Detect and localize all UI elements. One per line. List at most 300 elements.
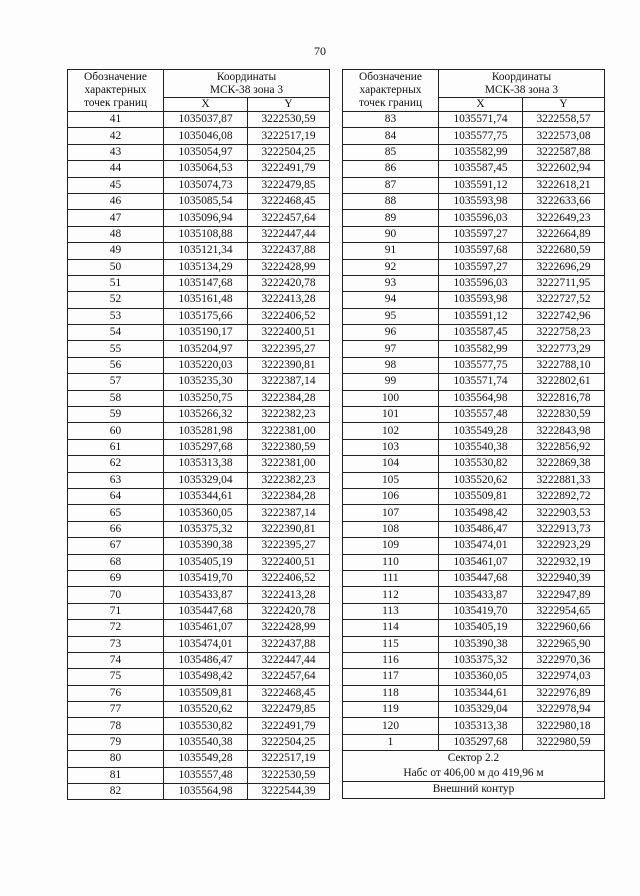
coord-x: 1035390,38: [164, 538, 248, 554]
coord-y: 3222382,23: [248, 407, 330, 423]
point-id: 99: [343, 374, 439, 390]
coord-y: 3222380,59: [248, 439, 330, 455]
table-row: [68, 292, 330, 308]
point-id: 61: [68, 439, 164, 455]
coord-x: 1035375,32: [439, 652, 523, 668]
table-row: [68, 226, 330, 242]
table-row: [68, 652, 330, 668]
coord-y: 3222437,88: [248, 636, 330, 652]
coord-x: 1035313,38: [164, 456, 248, 472]
point-id: 90: [343, 226, 439, 242]
point-id: 119: [343, 702, 439, 718]
coord-x: 1035591,12: [439, 177, 523, 193]
coord-y: 3222390,81: [248, 521, 330, 537]
table-row: [68, 603, 330, 619]
coord-y: 3222932,19: [523, 554, 605, 570]
x-header: X: [439, 98, 523, 112]
coord-y: 3222923,29: [523, 538, 605, 554]
table-row: [68, 751, 330, 767]
coord-x: 1035046,08: [164, 128, 248, 144]
coord-x: 1035405,19: [439, 620, 523, 636]
coord-y: 3222390,81: [248, 357, 330, 373]
coord-x: 1035564,98: [439, 390, 523, 406]
coord-x: 1035597,27: [439, 259, 523, 275]
coord-x: 1035540,38: [164, 734, 248, 750]
coord-x: 1035190,17: [164, 325, 248, 341]
coord-y: 3222980,18: [523, 718, 605, 734]
point-id: 109: [343, 538, 439, 554]
coord-y: 3222491,79: [248, 161, 330, 177]
coord-y: 3222978,94: [523, 702, 605, 718]
right-table-body: [343, 112, 605, 751]
coord-y: 3222457,64: [248, 210, 330, 226]
table-row: [68, 177, 330, 193]
coord-y: 3222406,52: [248, 308, 330, 324]
table-row: [68, 784, 330, 800]
coord-x: 1035096,94: [164, 210, 248, 226]
point-id: 82: [68, 784, 164, 800]
coord-y: 3222400,51: [248, 325, 330, 341]
coord-x: 1035591,12: [439, 308, 523, 324]
coord-x: 1035344,61: [439, 685, 523, 701]
sector-info: [343, 751, 605, 782]
designation-header: Обозначение характерных точек границ: [343, 70, 439, 112]
point-id: 100: [343, 390, 439, 406]
table-row: [343, 374, 605, 390]
coord-x: 1035540,38: [439, 439, 523, 455]
coord-y: 3222420,78: [248, 275, 330, 291]
table-row: [343, 128, 605, 144]
coord-x: 1035433,87: [439, 587, 523, 603]
table-row: [343, 226, 605, 242]
point-id: 69: [68, 570, 164, 586]
point-id: 65: [68, 505, 164, 521]
coord-y: 3222758,23: [523, 325, 605, 341]
table-row: [68, 193, 330, 209]
point-id: 70: [68, 587, 164, 603]
coord-y: 3222816,78: [523, 390, 605, 406]
coord-x: 1035121,34: [164, 243, 248, 259]
table-row: [343, 407, 605, 423]
point-id: 48: [68, 226, 164, 242]
table-row: [68, 357, 330, 373]
coord-x: 1035587,45: [439, 161, 523, 177]
coord-y: 3222892,72: [523, 488, 605, 504]
point-id: 46: [68, 193, 164, 209]
table-row: [68, 243, 330, 259]
y-header: Y: [248, 98, 330, 112]
table-row: [343, 193, 605, 209]
table-row: [68, 456, 330, 472]
sector-label: Сектор 2.2: [447, 752, 500, 765]
table-row: [343, 275, 605, 291]
coord-x: 1035549,28: [164, 751, 248, 767]
coord-x: 1035587,45: [439, 325, 523, 341]
table-row: [343, 357, 605, 373]
table-row: [68, 718, 330, 734]
table-row: [68, 702, 330, 718]
table-row: [343, 439, 605, 455]
table-row: [343, 603, 605, 619]
point-id: 91: [343, 243, 439, 259]
coord-y: 3222457,64: [248, 669, 330, 685]
table-row: [68, 767, 330, 783]
point-id: 112: [343, 587, 439, 603]
point-id: 118: [343, 685, 439, 701]
coord-y: 3222830,59: [523, 407, 605, 423]
coord-y: 3222406,52: [248, 570, 330, 586]
point-id: 101: [343, 407, 439, 423]
coord-y: 3222479,85: [248, 177, 330, 193]
point-id: 93: [343, 275, 439, 291]
table-row: [68, 210, 330, 226]
point-id: 92: [343, 259, 439, 275]
point-id: 117: [343, 669, 439, 685]
table-row: [68, 521, 330, 537]
coord-x: 1035329,04: [439, 702, 523, 718]
coord-y: 3222881,33: [523, 472, 605, 488]
coord-x: 1035235,30: [164, 374, 248, 390]
table-row: [68, 259, 330, 275]
coord-x: 1035498,42: [164, 669, 248, 685]
table-row: [68, 472, 330, 488]
coord-y: 3222960,66: [523, 620, 605, 636]
coord-y: 3222437,88: [248, 243, 330, 259]
point-id: 56: [68, 357, 164, 373]
y-header: Y: [523, 98, 605, 112]
point-id: 115: [343, 636, 439, 652]
coord-y: 3222940,39: [523, 570, 605, 586]
table-row: [68, 554, 330, 570]
coord-y: 3222468,45: [248, 685, 330, 701]
coord-x: 1035390,38: [439, 636, 523, 652]
coord-x: 1035582,99: [439, 341, 523, 357]
point-id: 60: [68, 423, 164, 439]
coordinates-table-right: [342, 69, 605, 799]
coord-x: 1035064,53: [164, 161, 248, 177]
coord-x: 1035134,29: [164, 259, 248, 275]
point-id: 81: [68, 767, 164, 783]
coord-y: 3222382,23: [248, 472, 330, 488]
table-row: [68, 407, 330, 423]
table-row: [343, 702, 605, 718]
coord-x: 1035161,48: [164, 292, 248, 308]
coord-x: 1035360,05: [439, 669, 523, 685]
coord-y: 3222843,98: [523, 423, 605, 439]
table-row: [343, 161, 605, 177]
coord-y: 3222479,85: [248, 702, 330, 718]
table-row: [343, 685, 605, 701]
coord-x: 1035509,81: [439, 488, 523, 504]
point-id: 67: [68, 538, 164, 554]
point-id: 105: [343, 472, 439, 488]
coord-y: 3222530,59: [248, 767, 330, 783]
point-id: 66: [68, 521, 164, 537]
point-id: 58: [68, 390, 164, 406]
table-row: [68, 505, 330, 521]
point-id: 84: [343, 128, 439, 144]
point-id: 114: [343, 620, 439, 636]
table-row: [68, 488, 330, 504]
contour-label: Внешний контур: [343, 782, 605, 798]
left-table-body: [68, 112, 330, 800]
point-id: 120: [343, 718, 439, 734]
table-row: [68, 685, 330, 701]
table-row: [343, 669, 605, 685]
coord-x: 1035433,87: [164, 587, 248, 603]
point-id: 74: [68, 652, 164, 668]
coord-y: 3222413,28: [248, 587, 330, 603]
point-id: 87: [343, 177, 439, 193]
coord-y: 3222980,59: [523, 734, 605, 750]
coord-x: 1035419,70: [439, 603, 523, 619]
point-id: 50: [68, 259, 164, 275]
coord-x: 1035360,05: [164, 505, 248, 521]
point-id: 77: [68, 702, 164, 718]
table-row: [343, 734, 605, 750]
coord-y: 3222428,99: [248, 620, 330, 636]
coord-x: 1035549,28: [439, 423, 523, 439]
table-row: [343, 144, 605, 160]
point-id: 45: [68, 177, 164, 193]
coord-y: 3222517,19: [248, 128, 330, 144]
point-id: 52: [68, 292, 164, 308]
coord-y: 3222504,25: [248, 144, 330, 160]
table-row: [343, 554, 605, 570]
coord-y: 3222976,89: [523, 685, 605, 701]
table-row: [68, 439, 330, 455]
point-id: 55: [68, 341, 164, 357]
point-id: 83: [343, 112, 439, 128]
table-row: [68, 325, 330, 341]
table-row: [68, 423, 330, 439]
coord-x: 1035054,97: [164, 144, 248, 160]
table-row: [343, 390, 605, 406]
table-row: [343, 538, 605, 554]
table-row: [343, 177, 605, 193]
coordinates-header: Координаты МСК-38 зона 3: [164, 70, 330, 98]
coord-x: 1035474,01: [439, 538, 523, 554]
table-row: [68, 390, 330, 406]
coord-y: 3222530,59: [248, 112, 330, 128]
coord-y: 3222395,27: [248, 538, 330, 554]
coord-x: 1035375,32: [164, 521, 248, 537]
coord-x: 1035520,62: [164, 702, 248, 718]
coord-y: 3222468,45: [248, 193, 330, 209]
coord-x: 1035582,99: [439, 144, 523, 160]
coord-x: 1035530,82: [164, 718, 248, 734]
coord-y: 3222447,44: [248, 652, 330, 668]
point-id: 80: [68, 751, 164, 767]
table-row: [343, 620, 605, 636]
table-row: [68, 570, 330, 586]
point-id: 49: [68, 243, 164, 259]
x-header: X: [164, 98, 248, 112]
coord-x: 1035461,07: [439, 554, 523, 570]
coord-y: 3222602,94: [523, 161, 605, 177]
coord-x: 1035557,48: [439, 407, 523, 423]
coord-x: 1035074,73: [164, 177, 248, 193]
point-id: 53: [68, 308, 164, 324]
table-row: [343, 325, 605, 341]
coord-x: 1035344,61: [164, 488, 248, 504]
point-id: 94: [343, 292, 439, 308]
point-id: 76: [68, 685, 164, 701]
table-row: [343, 636, 605, 652]
coord-x: 1035571,74: [439, 112, 523, 128]
point-id: 59: [68, 407, 164, 423]
table-row: [343, 456, 605, 472]
elevation-range: Набс от 406,00 м до 419,96 м: [403, 767, 544, 780]
coord-y: 3222381,00: [248, 456, 330, 472]
coord-x: 1035175,66: [164, 308, 248, 324]
coord-y: 3222788,10: [523, 357, 605, 373]
coord-x: 1035596,03: [439, 275, 523, 291]
point-id: 63: [68, 472, 164, 488]
table-row: [68, 112, 330, 128]
table-row: [343, 718, 605, 734]
point-id: 43: [68, 144, 164, 160]
point-id: 73: [68, 636, 164, 652]
coord-y: 3222954,65: [523, 603, 605, 619]
table-row: [343, 570, 605, 586]
table-row: [68, 341, 330, 357]
point-id: 89: [343, 210, 439, 226]
point-id: 116: [343, 652, 439, 668]
coord-y: 3222447,44: [248, 226, 330, 242]
point-id: 41: [68, 112, 164, 128]
point-id: 106: [343, 488, 439, 504]
coord-y: 3222869,38: [523, 456, 605, 472]
coord-x: 1035250,75: [164, 390, 248, 406]
table-row: [68, 128, 330, 144]
point-id: 108: [343, 521, 439, 537]
table-row: [68, 587, 330, 603]
coord-x: 1035085,54: [164, 193, 248, 209]
coord-x: 1035593,98: [439, 193, 523, 209]
point-id: 1: [343, 734, 439, 750]
coord-y: 3222413,28: [248, 292, 330, 308]
table-row: [343, 652, 605, 668]
point-id: 96: [343, 325, 439, 341]
coord-x: 1035474,01: [164, 636, 248, 652]
point-id: 111: [343, 570, 439, 586]
coord-y: 3222633,66: [523, 193, 605, 209]
coord-y: 3222965,90: [523, 636, 605, 652]
table-row: [343, 243, 605, 259]
coord-y: 3222587,88: [523, 144, 605, 160]
table-row: [68, 374, 330, 390]
point-id: 102: [343, 423, 439, 439]
table-row: [68, 669, 330, 685]
point-id: 47: [68, 210, 164, 226]
coordinates-header: Координаты МСК-38 зона 3: [439, 70, 605, 98]
point-id: 75: [68, 669, 164, 685]
table-row: [343, 259, 605, 275]
table-row: [68, 636, 330, 652]
page-number: 70: [314, 44, 326, 58]
point-id: 54: [68, 325, 164, 341]
point-id: 68: [68, 554, 164, 570]
point-id: 113: [343, 603, 439, 619]
coord-x: 1035108,88: [164, 226, 248, 242]
point-id: 64: [68, 488, 164, 504]
point-id: 72: [68, 620, 164, 636]
coord-y: 3222680,59: [523, 243, 605, 259]
coord-x: 1035297,68: [439, 734, 523, 750]
point-id: 110: [343, 554, 439, 570]
coord-y: 3222664,89: [523, 226, 605, 242]
designation-header: Обозначение характерных точек границ: [68, 70, 164, 112]
coord-x: 1035447,68: [164, 603, 248, 619]
coord-x: 1035486,47: [164, 652, 248, 668]
coord-x: 1035596,03: [439, 210, 523, 226]
coord-y: 3222727,52: [523, 292, 605, 308]
point-id: 104: [343, 456, 439, 472]
point-id: 62: [68, 456, 164, 472]
coord-y: 3222711,95: [523, 275, 605, 291]
coord-y: 3222696,29: [523, 259, 605, 275]
coord-y: 3222504,25: [248, 734, 330, 750]
coord-y: 3222802,61: [523, 374, 605, 390]
table-row: [68, 161, 330, 177]
coord-x: 1035557,48: [164, 767, 248, 783]
point-id: 95: [343, 308, 439, 324]
point-id: 79: [68, 734, 164, 750]
table-row: [68, 275, 330, 291]
coord-x: 1035313,38: [439, 718, 523, 734]
point-id: 71: [68, 603, 164, 619]
coord-y: 3222913,73: [523, 521, 605, 537]
coord-x: 1035405,19: [164, 554, 248, 570]
point-id: 97: [343, 341, 439, 357]
coord-y: 3222517,19: [248, 751, 330, 767]
point-id: 86: [343, 161, 439, 177]
coord-x: 1035571,74: [439, 374, 523, 390]
table-row: [343, 341, 605, 357]
coord-x: 1035281,98: [164, 423, 248, 439]
coord-y: 3222544,39: [248, 784, 330, 800]
coord-y: 3222618,21: [523, 177, 605, 193]
coord-y: 3222420,78: [248, 603, 330, 619]
coord-x: 1035419,70: [164, 570, 248, 586]
table-row: [343, 505, 605, 521]
coord-x: 1035498,42: [439, 505, 523, 521]
coord-x: 1035577,75: [439, 357, 523, 373]
point-id: 57: [68, 374, 164, 390]
coord-y: 3222384,28: [248, 488, 330, 504]
point-id: 51: [68, 275, 164, 291]
coord-y: 3222970,36: [523, 652, 605, 668]
coord-y: 3222773,29: [523, 341, 605, 357]
table-row: [343, 292, 605, 308]
coord-x: 1035147,68: [164, 275, 248, 291]
table-row: [343, 488, 605, 504]
point-id: 42: [68, 128, 164, 144]
table-row: [343, 472, 605, 488]
coord-x: 1035447,68: [439, 570, 523, 586]
coord-x: 1035220,03: [164, 357, 248, 373]
coord-y: 3222381,00: [248, 423, 330, 439]
point-id: 88: [343, 193, 439, 209]
coord-x: 1035509,81: [164, 685, 248, 701]
point-id: 44: [68, 161, 164, 177]
table-row: [68, 144, 330, 160]
coord-y: 3222387,14: [248, 374, 330, 390]
coord-y: 3222742,96: [523, 308, 605, 324]
coord-y: 3222387,14: [248, 505, 330, 521]
coord-x: 1035204,97: [164, 341, 248, 357]
